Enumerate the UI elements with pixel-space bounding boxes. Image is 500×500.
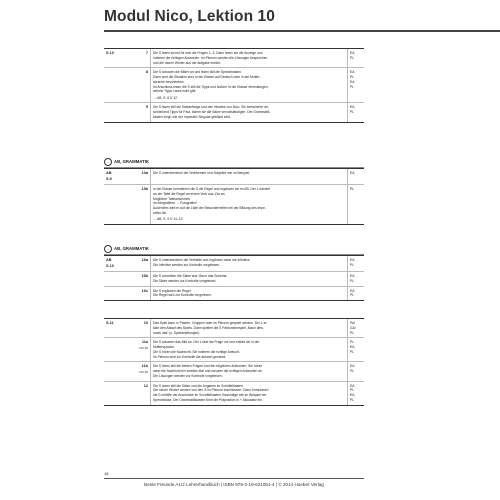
footer-text: Beste Freunde A1/2 Lehrerhandbuch | ISBN 978-3-19-621051-4 | © 2014 Hueber Verlag: [144, 482, 324, 487]
section-ref: [104, 103, 128, 122]
exercise-number-label: 16b: [141, 274, 148, 278]
instruction-line: Die S schauen die Bilder an und lesen still die Sprechblasen.: [153, 70, 242, 75]
instruction-line: Muttersprache.: [153, 345, 175, 350]
social-form: EA PL EA PL: [348, 68, 365, 103]
workbook-reference: → AB, S. 9 Ü 14–15: [153, 217, 183, 222]
instruction-text: [151, 286, 348, 300]
instruction-line: Die Sätze werden zur Kontrolle vorgelesen.: [153, 278, 217, 283]
instruction-line: Die S lesen still die Satzanfänge und den Hinweis von Nico. Sie formulieren an-: [153, 105, 270, 110]
instruction-line: Möglicher Tafelanschrieb:: [153, 196, 191, 201]
instruction-text: [151, 338, 348, 362]
audio-track: CD 18: [139, 369, 148, 374]
instruction-line: In der Klasse formulieren die S die Regel und ergänzen sie im AB. Der L wendet: [153, 187, 270, 191]
exercise-number: [128, 338, 151, 362]
instruction-line: klärt den Ablauf des Spiels. Dann spielen die S Pantomimespiel „Mach dies,: [153, 325, 264, 330]
instruction-line: du fotografierst → Fotografier!: [153, 201, 197, 206]
social-form: EA PL: [348, 49, 365, 68]
exercise-number: [128, 362, 151, 381]
exercise-number: [128, 319, 151, 338]
arrow-circle-icon: →: [106, 246, 110, 251]
instruction-line: Das Spiel kann in Paaren, Gruppen oder im Plenum gespielt werden. Der L er-: [153, 321, 268, 325]
table-row: [104, 272, 364, 287]
lesson-table-2: [104, 168, 364, 225]
instruction-line: Die S schauen das Bild an. Der L liest die Frage vor und erklärt sie in der: [153, 340, 260, 345]
instruction-line: mach das“ (s. Spielanleitungen).: [153, 330, 201, 335]
page-title: Modul Nico, Lektion 10: [104, 8, 275, 25]
social-form: EA: [348, 169, 365, 185]
social-form: EA PL: [348, 256, 365, 272]
social-form: PA/ GA/ PL: [348, 319, 365, 338]
social-form: EA PL EA PL: [348, 381, 365, 405]
section-ref: [104, 68, 128, 103]
instruction-line: dann die Nachricht ein zweites Mal und kreuzen die richtigen Antworten an.: [153, 369, 263, 374]
arrow-circle-icon: →: [106, 159, 110, 164]
instruction-line: Die S unterstreichen die Verbformen und Subjekte wie im Beispiel.: [153, 171, 250, 175]
page-number: 18: [104, 471, 109, 476]
exercise-number-label: 16a: [141, 258, 148, 262]
social-form: EA PL: [348, 362, 365, 381]
instruction-line: rativs hin.: [153, 210, 168, 215]
instruction-line: schließend Tipps für Paul, indem sie die Sätze vervollständigen. Der Grammatik-: [153, 110, 271, 115]
instruction-line: Die neuen Wörter werden von den S im Plenum erschlossen. Dann formulieren: [153, 388, 269, 393]
section-ref: S.10: [106, 51, 114, 55]
exercise-number-label: 13a: [141, 171, 148, 175]
audio-track: CD 18: [139, 345, 148, 350]
instruction-line: Die Regel wird zur Kontrolle vorgelesen.: [153, 293, 212, 298]
exercise-number: [128, 49, 151, 68]
instruction-line: Die S schreiben die Sätze aus 16a in das Schema.: [153, 274, 228, 278]
lesson-table-body: [104, 319, 364, 405]
instruction-text: [151, 256, 348, 272]
exercise-number-label: 12: [143, 383, 148, 388]
exercise-number-label: 16c: [141, 288, 148, 293]
instruction-line: Die S lesen still die beiden Fragen und die möglichen Antworten. Sie hören: [153, 364, 263, 369]
lesson-table-1: [104, 48, 364, 123]
instruction-line: Sprechblase. Der Grammatikkasten führt die Präposition in + Akkusativ ein.: [153, 397, 263, 402]
social-form: EA PL: [348, 103, 365, 122]
exercise-number: [128, 169, 151, 185]
instruction-line: welche Tipps Laura wohl gibt.: [153, 89, 197, 94]
lesson-table-body: [104, 256, 364, 300]
table-row: [104, 68, 364, 103]
table-row: [104, 286, 364, 300]
instruction-line: Außerdem wird er auf die Liste der Besonderheiten bei der Bildung des Impe-: [153, 206, 267, 211]
instruction-line: notieren die richtigen Antworten. Im Plenum werden die Lösungen besprochen: [153, 55, 268, 60]
table-row: [104, 338, 364, 362]
table-row: [104, 49, 364, 68]
section-ref: [104, 338, 128, 362]
section-ref: S.11: [106, 321, 114, 325]
exercise-number-label: 10: [143, 321, 148, 325]
exercise-number-label: 9: [145, 105, 148, 110]
exercise-number: [128, 185, 151, 224]
instruction-line: Die S lesen still die Sätze und die Angaben im Schüttelkasten.: [153, 383, 244, 388]
instruction-line: Die Lösungen werden zur Kontrolle vorgelesen.: [153, 373, 223, 378]
instruction-line: Dann wird die Situation kurz in der Klasse auf Deutsch oder in der Mutter-: [153, 75, 261, 80]
exercise-number-label: 11b: [141, 364, 148, 369]
exercise-number: [128, 272, 151, 287]
instruction-text: [151, 103, 348, 122]
lesson-table-body: [104, 169, 364, 224]
exercise-number-label: 7: [145, 51, 148, 55]
instruction-line: kasten zeigt, wie der Imperativ Singular gebildet wird.: [153, 114, 231, 119]
table-row: [104, 169, 364, 185]
social-form: PL EA PL: [348, 338, 365, 362]
table-row: [104, 256, 364, 272]
ab-grammar-label: AB, GRAMMATIK: [114, 246, 150, 252]
instruction-line: Die S hören die Nachricht. Sie notieren die richtige Antwort.: [153, 349, 240, 354]
section-ref: AB S.9: [106, 171, 112, 181]
instruction-line: Die Infinitive werden zur Kontrolle vorgelesen.: [153, 262, 221, 267]
footer-rule: [104, 478, 364, 479]
instruction-line: Im Plenum wird zur Kontrolle die Antwort genannt.: [153, 354, 227, 359]
ab-grammar-header-2: [104, 245, 364, 255]
instruction-line: Im Anschluss lesen die S still die Tipps und äußern in der Klasse Vermutungen,: [153, 84, 269, 89]
instruction-text: [151, 49, 348, 68]
instruction-line: sprache beschrieben.: [153, 79, 185, 84]
section-ref: [104, 185, 128, 224]
exercise-number-label: 11a: [141, 340, 148, 345]
instruction-line: die S mithilfe der Ausdrücke im Schüttelkasten Vorschläge wie im Beispiel der: [153, 393, 267, 398]
table-row: [104, 362, 364, 381]
instruction-text: [151, 68, 348, 103]
section-ref: AB S.10: [106, 258, 114, 268]
social-form: EA PL: [348, 272, 365, 287]
instruction-line: Die S lesen zuerst für sich die Fragen 1–3. Dann lesen sie die Anzeige und: [153, 51, 263, 55]
ab-grammar-header-1: [104, 158, 364, 168]
instruction-line: und die neuen Wörter aus der Aufgabe erklärt.: [153, 60, 221, 65]
exercise-number: [128, 256, 151, 272]
instruction-line: Die S ergänzen die Regel.: [153, 288, 192, 293]
table-row: [104, 185, 364, 224]
workbook-reference: → AB, S. 8 Ü 12: [153, 95, 178, 100]
exercise-number: [128, 381, 151, 405]
title-rule: [104, 30, 500, 32]
instruction-text: [151, 169, 348, 185]
instruction-text: [151, 319, 348, 338]
exercise-number: [128, 68, 151, 103]
instruction-text: [151, 362, 348, 381]
section-ref: [104, 381, 128, 405]
exercise-number-label: 13b: [141, 187, 148, 191]
exercise-number: [128, 103, 151, 122]
instruction-text: [151, 381, 348, 405]
instruction-line: an der Tafel die Regel an einem Verb aus 13a an.: [153, 191, 226, 196]
section-ref: [104, 286, 128, 300]
lesson-table-body: [104, 49, 364, 122]
lesson-table-4: [104, 318, 364, 406]
ab-grammar-label: AB, GRAMMATIK: [114, 159, 150, 165]
section-ref: [104, 272, 128, 287]
instruction-line: Die S unterstreichen die Verbteile und ergänzen dann die Infinitive.: [153, 258, 251, 262]
instruction-text: [151, 272, 348, 287]
table-row: [104, 381, 364, 405]
social-form: EA PL: [348, 286, 365, 300]
exercise-number: [128, 286, 151, 300]
exercise-number-label: 8: [145, 70, 148, 75]
section-ref: [104, 362, 128, 381]
table-row: [104, 319, 364, 338]
lesson-table-3: [104, 255, 364, 301]
instruction-text: [151, 185, 348, 224]
table-row: [104, 103, 364, 122]
social-form: PL: [348, 185, 365, 224]
